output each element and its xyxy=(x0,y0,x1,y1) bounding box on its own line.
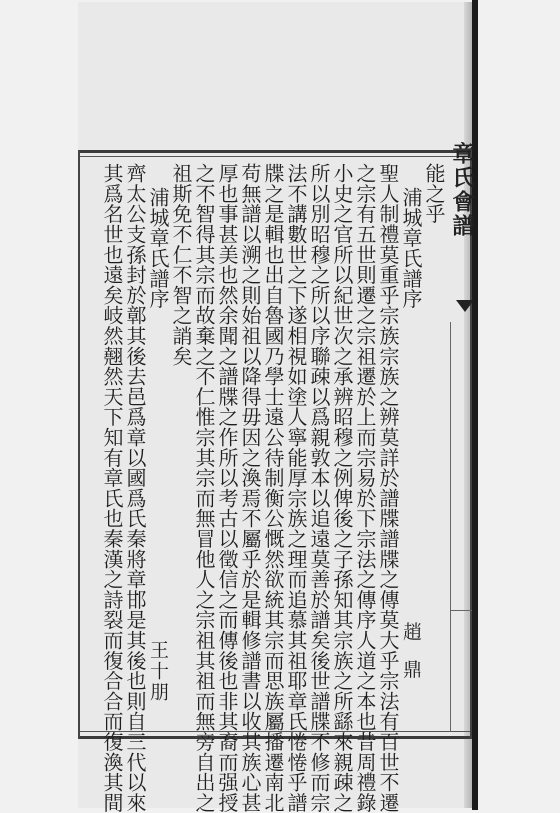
preface1-line-4: 所以別昭穆之所以序聯疎以爲親敦本以追遠莫善於譜矣後世譜牒不修而宗 xyxy=(307,163,331,813)
preface1-line-6: 牒之是輯也出自魯國乃學士遠公待制衡公慨然欲統其宗而思族屬播遷南北 xyxy=(261,163,285,813)
preface1-author: 趙 鼎 xyxy=(400,622,422,685)
preface2-line-1: 齊太公支孫封於鄣其後去邑爲章以國爲氏秦將章邯是其後也則自三代以來 xyxy=(123,163,147,813)
banxin-rule xyxy=(450,610,472,611)
preface2-title: 浦城章氏譜序 xyxy=(146,187,170,309)
book-spine xyxy=(472,0,478,810)
preface2-line-2: 其爲名世也遠矣岐然翹然天下知有章氏也秦漢之詩裂而復合合而復渙其間 xyxy=(100,163,124,813)
frame-border-left xyxy=(78,150,80,739)
preface1-line-2: 之宗有五世則遷之宗祖遷於上而宗易於下宗法之傳序人道之本也昔周禮錄 xyxy=(353,163,377,813)
preface1-line-7: 苟無譜以溯之則始祖以降得毋因之渙焉不屬乎於是輯修譜書以收其族心甚 xyxy=(238,163,262,813)
frame-border-top xyxy=(80,150,472,153)
preface1-line-1: 聖人制禮莫重乎宗族宗族之辨莫詳於譜牒譜牒之傳莫大乎宗法有百世不遷 xyxy=(376,163,400,813)
preface1-line-8: 厚也事甚美也然余聞之譜牒之作所以考古以徵信之而傳後也非其裔而强授 xyxy=(215,163,239,813)
fishtail-mark xyxy=(456,300,474,312)
preface2-author: 王十朋 xyxy=(147,640,169,703)
preface1-line-5: 法不講數世之下遂相視如塗人寧能厚宗族之理而追慕其祖耶章氏惓惓乎譜 xyxy=(284,163,308,813)
preface1-line-10: 祖斯免不仁不智之誚矣 xyxy=(169,163,193,366)
preface1-ending: 能之乎 xyxy=(422,163,446,224)
banxin-divider xyxy=(450,322,451,732)
preface1-title: 浦城章氏譜序 xyxy=(399,187,423,309)
preface1-line-3: 小史之官所以紀世次之承辨昭穆之例俾後之子孫知其宗族之所繇來親疎之 xyxy=(330,163,354,813)
preface1-line-9: 之不智得其宗而故棄之不仁惟宗其宗而無冒他人之宗祖其祖而無旁自出之 xyxy=(192,163,216,813)
frame-border-top-inner xyxy=(80,156,472,157)
banxin-title: 章氏會譜 xyxy=(449,142,475,238)
frame-border-right xyxy=(470,150,472,739)
